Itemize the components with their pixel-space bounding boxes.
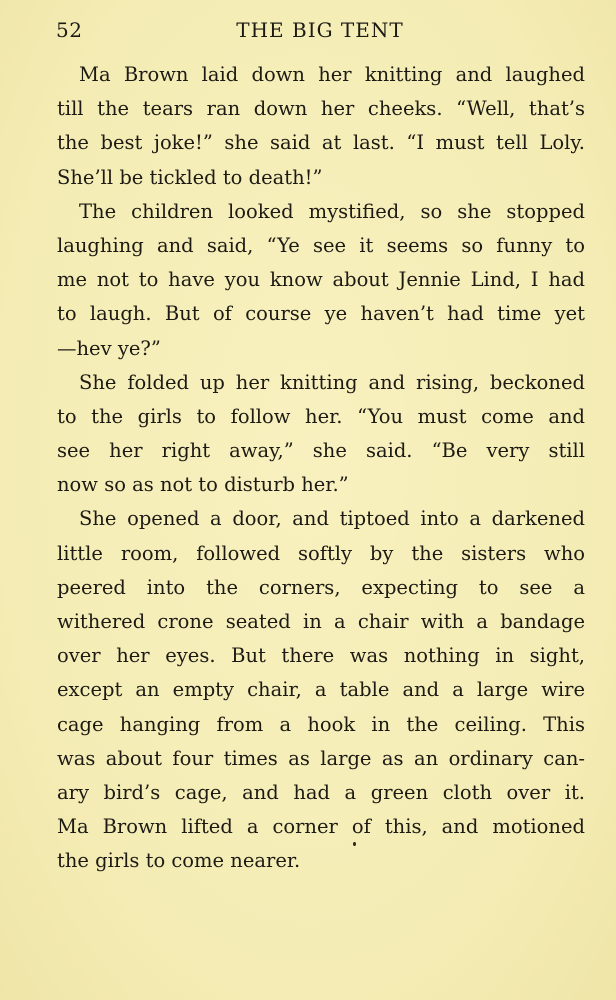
- paragraph: [57, 366, 585, 503]
- paragraph: [57, 195, 585, 366]
- text-line: The children looked mystified, so she stopped: [79, 199, 585, 223]
- text-line: Ma Brown lifted a corner of this, and motioned: [57, 815, 585, 839]
- text-line: to the girls to follow her. “You must come and: [57, 404, 585, 428]
- body-text: [57, 58, 585, 879]
- text-line: peered into the corners, expecting to see a: [57, 575, 585, 599]
- text-line: She folded up her knitting and rising, beckoned: [79, 370, 585, 394]
- page-header: [0, 18, 616, 48]
- running-title: THE BIG TENT: [236, 18, 404, 42]
- text-line: ary bird’s cage, and had a green cloth over it.: [57, 780, 585, 804]
- text-line: except an empty chair, a table and a large wire: [57, 678, 585, 702]
- paragraph: [57, 502, 585, 878]
- page-number: 52: [56, 18, 83, 42]
- text-line: till the tears ran down her cheeks. “Well, that’s: [57, 97, 585, 121]
- text-line: over her eyes. But there was nothing in sight,: [57, 644, 585, 668]
- text-line: laughing and said, “Ye see it seems so funny to: [57, 233, 585, 257]
- text-line: She’ll be tickled to death!”: [57, 165, 323, 189]
- text-line: She opened a door, and tiptoed into a darkened: [79, 507, 585, 531]
- paragraph: [57, 58, 585, 195]
- ink-speck: [353, 842, 356, 846]
- text-line: me not to have you know about Jennie Lind, I had: [57, 268, 585, 292]
- text-line: now so as not to disturb her.”: [57, 473, 349, 497]
- text-line: the girls to come nearer.: [57, 849, 301, 873]
- text-line: withered crone seated in a chair with a bandage: [57, 610, 585, 633]
- text-line: was about four times as large as an ordinary can-: [57, 746, 585, 770]
- text-line: Ma Brown laid down her knitting and laughed: [79, 63, 585, 86]
- text-line: the best joke!” she said at last. “I must tell Loly.: [57, 131, 585, 155]
- text-line: cage hanging from a hook in the ceiling. This: [57, 712, 585, 736]
- text-line: see her right away,” she said. “Be very still: [57, 439, 585, 463]
- text-line: to laugh. But of course ye haven’t had time yet: [57, 302, 585, 326]
- text-line: —hev ye?”: [57, 336, 161, 360]
- text-line: little room, followed softly by the sisters who: [57, 541, 585, 565]
